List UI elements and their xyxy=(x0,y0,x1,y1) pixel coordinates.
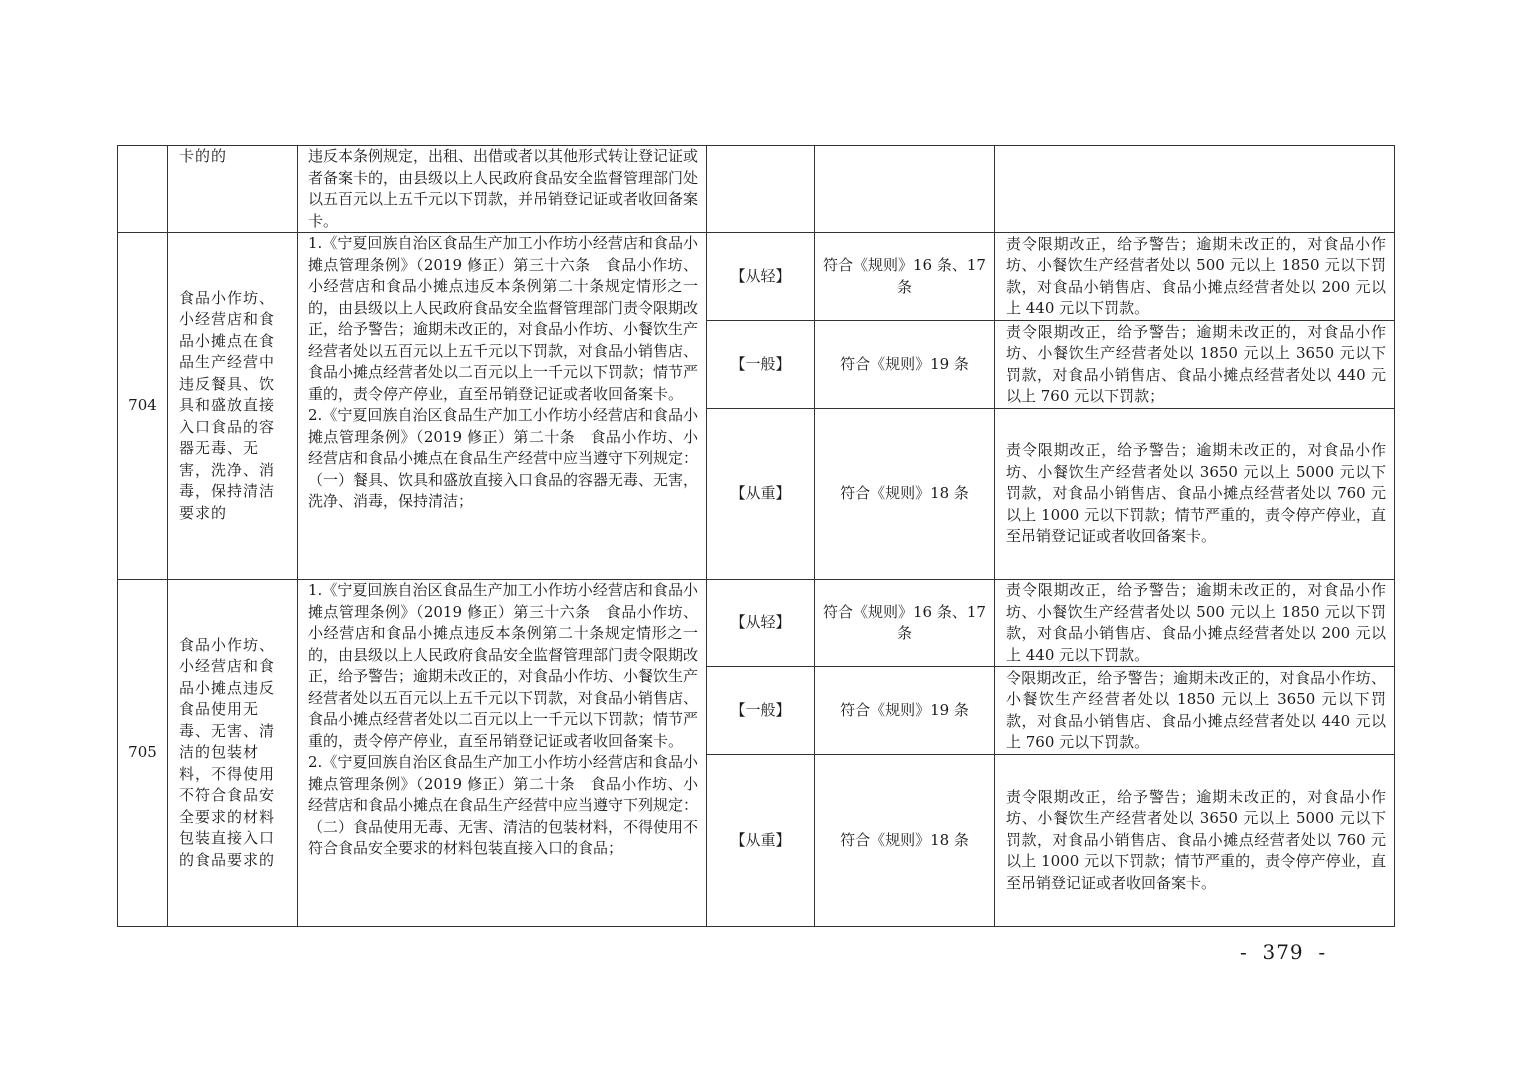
condition-cell: 符合《规则》16 条、17 条 xyxy=(815,233,995,321)
legal-basis-paragraph: 2.《宁夏回族自治区食品生产加工小作坊小经营店和食品小摊点管理条例》（2019 修正）第二十条 食品小作坊、小经营店和食品小摊点在食品生产经营中应当遵守下列规定：（一）餐具、饮具和盛放直接入口食品的容器无毒、无害，洗净、消毒，保持清洁； xyxy=(308,406,699,510)
level-cell: 【从轻】 xyxy=(707,580,815,667)
level-cell: 【从重】 xyxy=(707,755,815,927)
standard-cell: 责令限期改正，给予警告；逾期未改正的，对食品小作坊、小餐饮生产经营者处以 3650 元以上 5000 元以下罚款，对食品小销售店、食品小摊点经营者处以 760 元以上 1000 元以下罚款；情节严重的，责令停产停业，直至吊销登记证或者收回备案卡。 xyxy=(995,755,1395,927)
legal-basis-cell xyxy=(298,580,707,927)
standard-cell: 责令限期改正，给予警告；逾期未改正的，对食品小作坊、小餐饮生产经营者处以 1850 元以上 3650 元以下罚款，对食品小销售店、食品小摊点经营者处以 440 元以上 760 元以下罚款； xyxy=(995,321,1395,409)
condition-cell: 符合《规则》18 条 xyxy=(815,409,995,580)
violation-item-cell: 食品小作坊、小经营店和食品小摊点在食品生产经营中违反餐具、饮具和盛放直接入口食品的容器无毒、无害，洗净、消毒，保持清洁要求的 xyxy=(168,233,298,580)
item-704-row-light xyxy=(118,233,1395,321)
condition-cell: 符合《规则》18 条 xyxy=(815,755,995,927)
level-cell: 【从重】 xyxy=(707,409,815,580)
legal-basis-paragraph: 2.《宁夏回族自治区食品生产加工小作坊小经营店和食品小摊点管理条例》（2019 修正）第二十条 食品小作坊、小经营店和食品小摊点在食品生产经营中应当遵守下列规定：（二）食品使用无毒、无害、清洁的包装材料，不得使用不符合食品安全要求的材料包装直接入口的食品； xyxy=(308,753,699,857)
standard-cell xyxy=(995,146,1395,233)
violation-item-cell: 食品小作坊、小经营店和食品小摊点违反食品使用无毒、无害、清洁的包装材料，不得使用不符合食品安全要求的材料包装直接入口的食品要求的 xyxy=(168,580,298,927)
legal-basis-cell xyxy=(298,233,707,580)
level-cell: 【从轻】 xyxy=(707,233,815,321)
condition-cell: 符合《规则》16 条、17 条 xyxy=(815,580,995,667)
item-no-cell: 704 xyxy=(118,233,168,580)
condition-cell xyxy=(815,146,995,233)
item-no-cell xyxy=(118,146,168,233)
page-number: - 379 - xyxy=(1240,940,1327,964)
penalty-standard-table xyxy=(117,145,1395,927)
standard-cell: 责令限期改正，给予警告；逾期未改正的，对食品小作坊、小餐饮生产经营者处以 3650 元以上 5000 元以下罚款，对食品小销售店、食品小摊点经营者处以 760 元以上 1000 元以下罚款；情节严重的，责令停产停业，直至吊销登记证或者收回备案卡。 xyxy=(995,409,1395,580)
condition-cell: 符合《规则》19 条 xyxy=(815,321,995,409)
standard-cell: 令限期改正，给予警告；逾期未改正的，对食品小作坊、小餐饮生产经营者处以 1850 元以上 3650 元以下罚款，对食品小销售店、食品小摊点经营者处以 440 元以上 760 元以下罚款。 xyxy=(995,667,1395,755)
level-cell xyxy=(707,146,815,233)
legal-basis-paragraph: 1.《宁夏回族自治区食品生产加工小作坊小经营店和食品小摊点管理条例》（2019 修正）第三十六条 食品小作坊、小经营店和食品小摊点违反本条例第二十条规定情形之一的，由县级以上人民政府食品安全监督管理部门责令限期改正，给予警告；逾期未改正的，对食品小作坊、小餐饮生产经营者处以五百元以上五千元以下罚款，对食品小销售店、食品小摊点经营者处以二百元以上一千元以下罚款；情节严重的，责令停产停业，直至吊销登记证或者收回备案卡。 xyxy=(308,234,699,403)
item-705-row-light xyxy=(118,580,1395,667)
continued-row xyxy=(118,146,1395,233)
level-cell: 【一般】 xyxy=(707,321,815,409)
standard-cell: 责令限期改正，给予警告；逾期未改正的，对食品小作坊、小餐饮生产经营者处以 500 元以上 1850 元以下罚款，对食品小销售店、食品小摊点经营者处以 200 元以上 440 元以下罚款。 xyxy=(995,580,1395,667)
item-no-cell: 705 xyxy=(118,580,168,927)
level-cell: 【一般】 xyxy=(707,667,815,755)
condition-cell: 符合《规则》19 条 xyxy=(815,667,995,755)
standard-cell: 责令限期改正，给予警告；逾期未改正的，对食品小作坊、小餐饮生产经营者处以 500 元以上 1850 元以下罚款，对食品小销售店、食品小摊点经营者处以 200 元以上 440 元以下罚款。 xyxy=(995,233,1395,321)
legal-basis-cell: 违反本条例规定，出租、出借或者以其他形式转让登记证或者备案卡的，由县级以上人民政府食品安全监督管理部门处以五百元以上五千元以下罚款，并吊销登记证或者收回备案卡。 xyxy=(298,146,707,233)
violation-item-cell: 卡的的 xyxy=(168,146,298,233)
legal-basis-paragraph: 1.《宁夏回族自治区食品生产加工小作坊小经营店和食品小摊点管理条例》（2019 修正）第三十六条 食品小作坊、小经营店和食品小摊点违反本条例第二十条规定情形之一的，由县级以上人民政府食品安全监督管理部门责令限期改正，给予警告；逾期未改正的，对食品小作坊、小餐饮生产经营者处以五百元以上五千元以下罚款，对食品小销售店、食品小摊点经营者处以二百元以上一千元以下罚款；情节严重的，责令停产停业，直至吊销登记证或者收回备案卡。 xyxy=(308,581,699,750)
